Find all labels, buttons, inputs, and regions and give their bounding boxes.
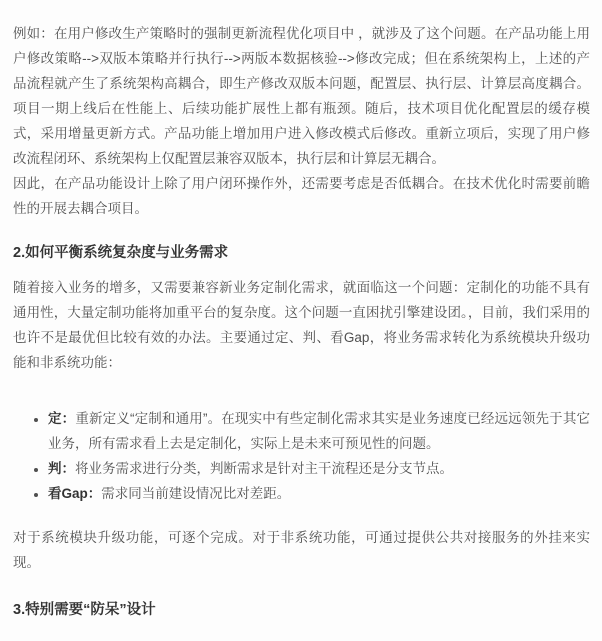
list-item bbox=[48, 406, 590, 456]
bullet-text: 将业务需求进行分类，判断需求是针对主干流程还是分支节点。 bbox=[75, 461, 453, 476]
bullet-label-ding: 定： bbox=[48, 411, 76, 426]
paragraph-conclusion-decoupling: 因此，在产品功能设计上除了用户闭环操作外，还需要考虑是否低耦合。在技术优化时需要前瞻性的开展去耦合项目。 bbox=[13, 176, 590, 216]
section-heading-3: 3.特别需要“防呆”设计 bbox=[13, 602, 156, 618]
paragraph-complexity-intro: 随着接入业务的增多，又需要兼容新业务定制化需求，就面临这一个问题：定制化的功能不具有通用性，大量定制功能将加重平台的复杂度。这个问题一直困扰引擎建设团。，目前，我们采用的也许不是最优但比较有效的办法。主要通过定、判、看Gap，将业务需求转化为系统模块升级功能和非系统功能： bbox=[13, 280, 590, 370]
section-heading-2: 2.如何平衡系统复杂度与业务需求 bbox=[13, 245, 229, 261]
bullet-label-pan: 判： bbox=[48, 461, 75, 476]
list-item bbox=[48, 456, 590, 481]
paragraph-example-case: 例如：在用户修改生产策略时的强制更新流程优化项目中 ，就涉及了这个问题。在产品功能上用户修改策略-->双版本策略并行执行-->两版本数据核验-->修改完成；但在系统架构上，上述的产品流程就产生了系统架构高耦合，即生产修改双版本问题，配置层、执行层、计算层高度耦合。项目一期上线后在性能上、后续功能扩展性上都有瓶颈。随后，技术项目优化配置层的缓存模式，采用增量更新方式。产品功能上增加用户进入修改模式后修改。重新立项后，实现了用户修改流程闭环、系统架构上仅配置层兼容双版本，执行层和计算层无耦合。 bbox=[13, 26, 590, 166]
list-item bbox=[48, 481, 590, 506]
bullet-text: 重新定义“定制和通用”。在现实中有些定制化需求其实是业务速度已经远远领先于其它业务，所有需求看上去是定制化，实际上是未来可预见性的问题。 bbox=[48, 411, 590, 451]
method-bullet-list bbox=[13, 406, 590, 506]
paragraph-module-upgrade: 对于系统模块升级功能，可逐个完成。对于非系统功能，可通过提供公共对接服务的外挂来实现。 bbox=[13, 530, 590, 570]
bullet-text: 需求同当前建设情况比对差距。 bbox=[101, 486, 291, 501]
bullet-label-kan-gap: 看Gap： bbox=[48, 486, 102, 501]
